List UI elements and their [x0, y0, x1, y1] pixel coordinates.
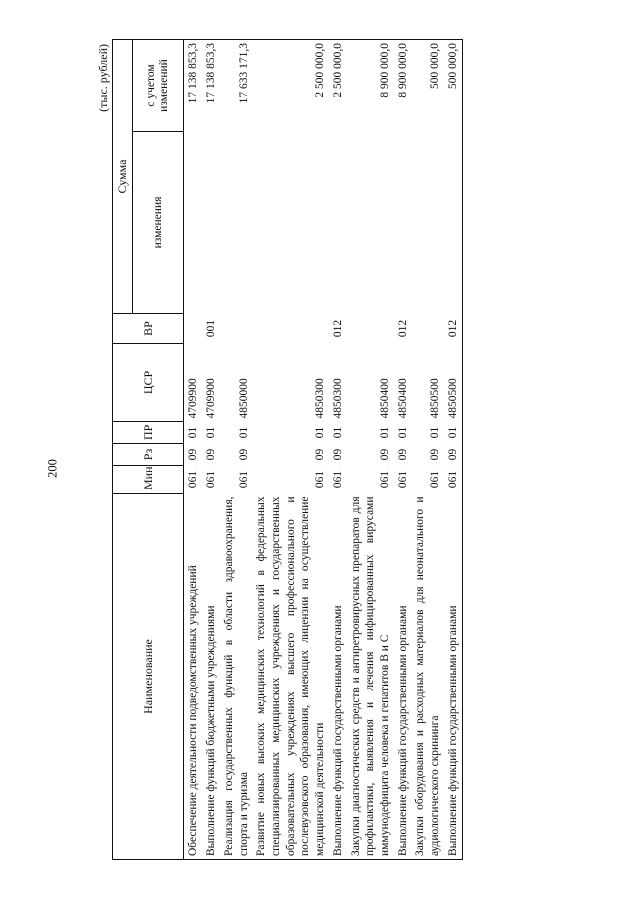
- header-change: изменения: [133, 132, 184, 314]
- row-csr: 4850300: [314, 378, 327, 419]
- row-rz: 09: [331, 448, 344, 461]
- row-change: [220, 132, 252, 314]
- row-csr: 4850400: [396, 378, 409, 419]
- header-min: Мин: [113, 466, 184, 494]
- row-pr: 01: [237, 426, 250, 439]
- header-rz: Рз: [113, 444, 184, 466]
- table-row: [220, 39, 252, 859]
- row-vr: [347, 314, 394, 344]
- table-row: [347, 39, 394, 859]
- row-with-change: 17 138 853,3: [184, 39, 202, 131]
- row-change: [202, 132, 220, 314]
- rotated-content: [96, 40, 576, 860]
- table-body: [184, 39, 462, 859]
- table-row: [202, 39, 220, 859]
- row-min: 061: [314, 470, 327, 489]
- row-change: [347, 132, 394, 314]
- row-name: Закупки оборудования и расходных материалов для неонатального и аудиологического скрининга: [411, 494, 443, 860]
- row-vr: [252, 314, 329, 344]
- row-rz: 09: [396, 448, 409, 461]
- row-csr: 4709900: [205, 378, 218, 419]
- row-pr: 01: [187, 426, 200, 439]
- header-csr: ЦСР: [113, 344, 184, 422]
- table-row: [411, 39, 443, 859]
- row-pr: 01: [205, 426, 218, 439]
- row-name: Развитие новых высоких медицинских технологий в федеральных специализированных медицинских учреждениях и государственных образовательных учреждениях высшего профессионального и послевузовского образования, имеющих лицензии на осуществление медицинской деятельности: [252, 494, 329, 860]
- row-with-change: 17 633 171,3: [220, 39, 252, 131]
- row-vr: 012: [331, 319, 344, 338]
- row-pr: 01: [444, 422, 462, 444]
- row-min: 061: [187, 470, 200, 489]
- row-with-change: 8 900 000,0: [347, 39, 394, 131]
- table-row: [444, 39, 462, 859]
- row-vr: 001: [205, 319, 218, 338]
- header-name: Наименование: [113, 494, 184, 860]
- row-csr: 4850400: [378, 378, 391, 419]
- row-change: [184, 132, 202, 314]
- row-csr: 4850500: [429, 378, 442, 419]
- row-vr: 012: [444, 314, 462, 344]
- row-with-change: 2 500 000,0: [252, 39, 329, 131]
- row-min: 061: [444, 466, 462, 494]
- row-with-change: 500 000,0: [411, 39, 443, 131]
- header-pr: ПР: [113, 422, 184, 444]
- table-row: [184, 39, 202, 859]
- row-change: [411, 132, 443, 314]
- row-pr: 01: [331, 426, 344, 439]
- header-vr: ВР: [113, 314, 184, 344]
- row-pr: 01: [429, 426, 442, 439]
- table-header: [113, 39, 184, 859]
- header-with-change: с учетом изменений: [133, 39, 184, 131]
- budget-table: [112, 39, 463, 860]
- header-sum: Сумма: [113, 39, 133, 313]
- row-min: 061: [429, 470, 442, 489]
- row-change: [444, 132, 462, 314]
- row-name: Выполнение функций государственными органами: [394, 494, 412, 860]
- page-number: 200: [45, 459, 60, 478]
- row-rz: 09: [444, 444, 462, 466]
- row-rz: 09: [314, 448, 327, 461]
- row-pr: 01: [314, 426, 327, 439]
- row-min: 061: [331, 470, 344, 489]
- row-vr: [220, 314, 252, 344]
- row-rz: 09: [429, 448, 442, 461]
- row-change: [252, 132, 329, 314]
- units-label: (тыс. рублей): [96, 44, 110, 112]
- row-name: Выполнение функций государственными органами: [444, 494, 462, 860]
- row-rz: 09: [187, 448, 200, 461]
- row-csr: 4850300: [331, 378, 344, 419]
- row-name: Выполнение функций бюджетными учреждениями: [202, 494, 220, 860]
- row-csr: 4850000: [237, 378, 250, 419]
- row-pr: 01: [396, 426, 409, 439]
- row-min: 061: [205, 470, 218, 489]
- row-change: [394, 132, 412, 314]
- row-min: 061: [378, 470, 391, 489]
- table-row: [252, 39, 329, 859]
- row-rz: 09: [205, 448, 218, 461]
- row-with-change: 8 900 000,0: [394, 39, 412, 131]
- table-row: [329, 39, 347, 859]
- row-vr: [411, 314, 443, 344]
- row-rz: 09: [237, 448, 250, 461]
- row-csr: 4709900: [187, 378, 200, 419]
- row-rz: 09: [378, 448, 391, 461]
- row-name: Обеспечение деятельности подведомственных учреждений: [184, 494, 202, 860]
- row-name: Закупки диагностических средств и антиретровирусных препаратов для профилактики, выявления и лечения инфицированных вирусами иммунодефицита человека и гепатитов В и С: [347, 494, 394, 860]
- rotated-page: [96, 40, 576, 860]
- table-row: [394, 39, 412, 859]
- row-vr: 012: [396, 319, 409, 338]
- row-min: 061: [396, 470, 409, 489]
- row-name: Реализация государственных функций в области здравоохранения, спорта и туризма: [220, 494, 252, 860]
- row-with-change: 17 138 853,3: [202, 39, 220, 131]
- row-change: [329, 132, 347, 314]
- row-pr: 01: [378, 426, 391, 439]
- row-min: 061: [237, 470, 250, 489]
- row-name: Выполнение функций государственными органами: [329, 494, 347, 860]
- row-with-change: 2 500 000,0: [329, 39, 347, 131]
- row-csr: 4850500: [444, 344, 462, 422]
- row-vr: [184, 314, 202, 344]
- row-with-change: 500 000,0: [444, 39, 462, 131]
